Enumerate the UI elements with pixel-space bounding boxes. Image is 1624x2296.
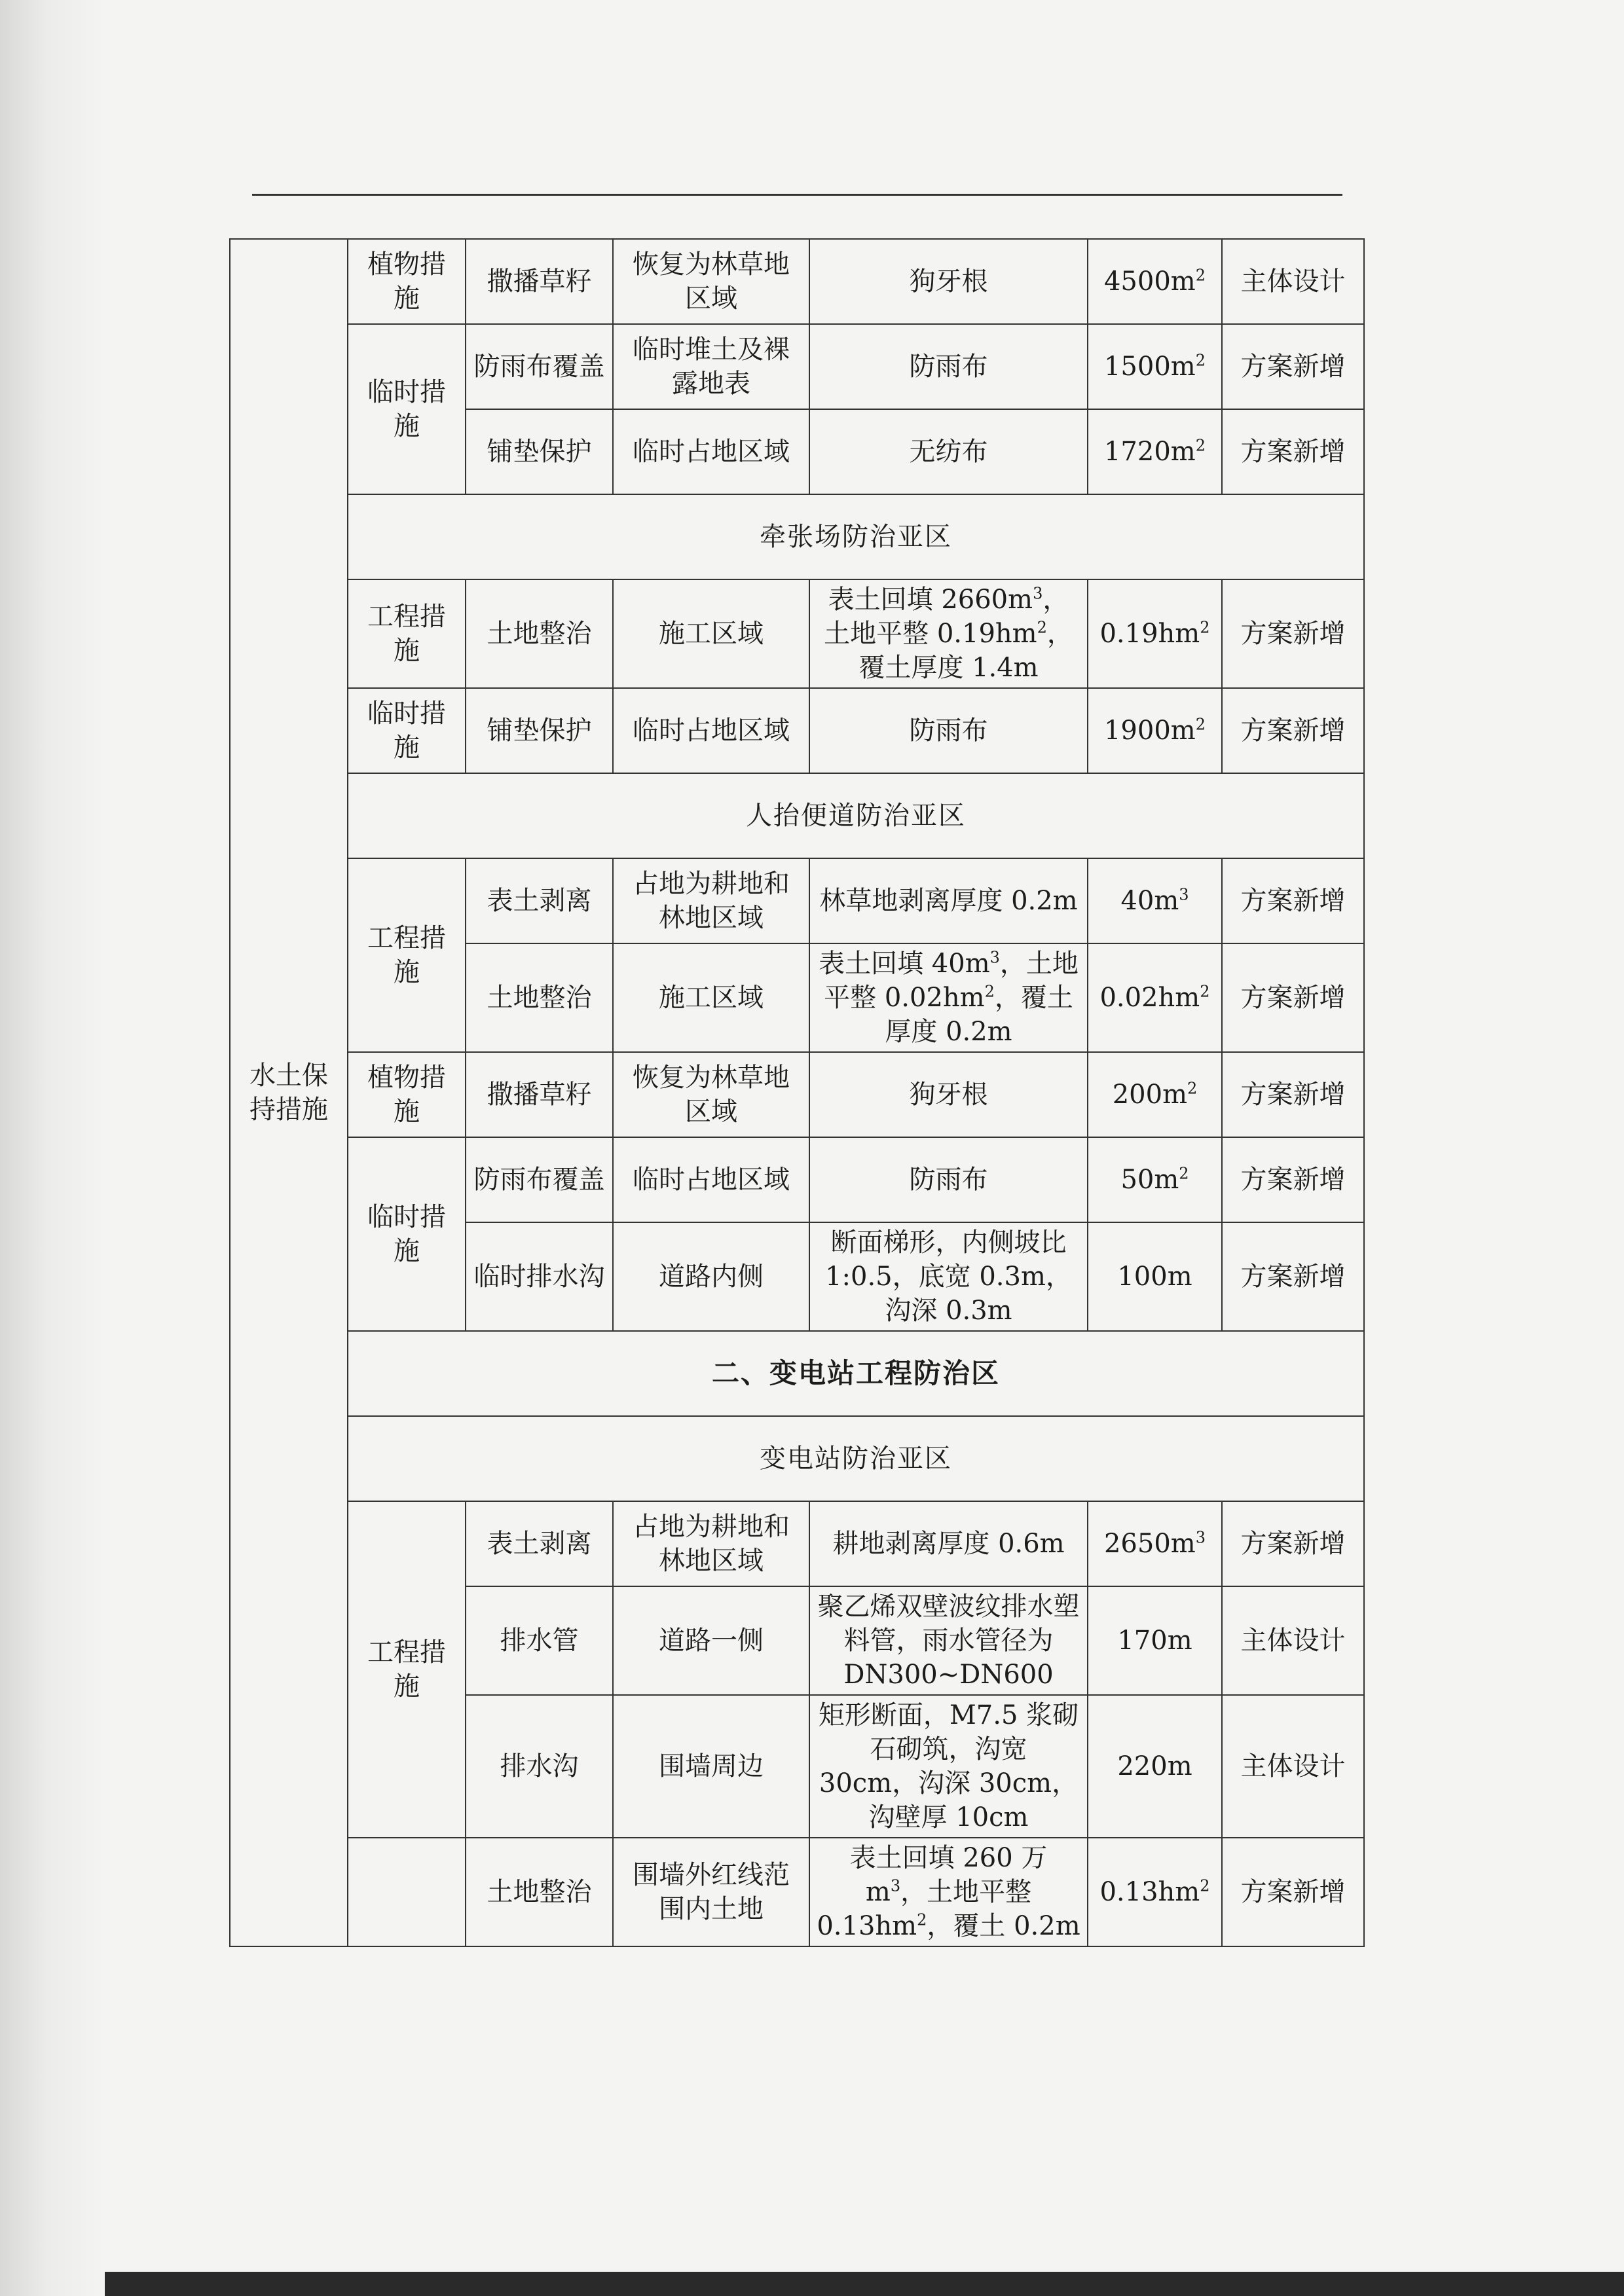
table-row: [230, 688, 1364, 773]
measure-name-cell: 铺垫保护: [466, 688, 613, 773]
source-cell: 方案新增: [1222, 943, 1364, 1052]
header-rule: [252, 194, 1342, 196]
measure-type-cell: 植物措施: [348, 1052, 466, 1137]
location-cell: 恢复为林草地区域: [613, 239, 809, 324]
measure-type-cell: 工程措施: [348, 858, 466, 1052]
table-row: [230, 494, 1364, 579]
quantity-cell: $2650m^3$: [1088, 1501, 1222, 1586]
table-row: [230, 324, 1364, 409]
location-cell: 道路内侧: [613, 1222, 809, 1331]
sub-zone-header: 牵张场防治亚区: [348, 494, 1364, 579]
source-cell: 主体设计: [1222, 1586, 1364, 1695]
source-cell: 方案新增: [1222, 858, 1364, 943]
quantity-cell: 170m: [1088, 1586, 1222, 1695]
measure-name-cell: 表土剥离: [466, 858, 613, 943]
location-cell: 围墙外红线范围内土地: [613, 1838, 809, 1946]
measure-type-cell: 工程措施: [348, 579, 466, 688]
location-cell: 临时堆土及裸露地表: [613, 324, 809, 409]
location-cell: 施工区域: [613, 579, 809, 688]
source-cell: 方案新增: [1222, 1137, 1364, 1222]
table-row: [230, 1416, 1364, 1501]
quantity-cell: $1900m^2$: [1088, 688, 1222, 773]
location-cell: 施工区域: [613, 943, 809, 1052]
spec-cell: 无纺布: [809, 409, 1088, 494]
quantity-cell: $40m^3$: [1088, 858, 1222, 943]
page-binding-shadow: [0, 0, 105, 2296]
quantity-cell: $1500m^2$: [1088, 324, 1222, 409]
measure-name-cell: 排水管: [466, 1586, 613, 1695]
location-cell: 恢复为林草地区域: [613, 1052, 809, 1137]
measure-type-cell: 临时措施: [348, 688, 466, 773]
spec-cell: 耕地剥离厚度 0.6m: [809, 1501, 1088, 1586]
measure-type-cell: 工程措施: [348, 1501, 466, 1838]
table-row: [230, 1501, 1364, 1586]
table-row: [230, 239, 1364, 324]
measure-type-cell-empty: [348, 1838, 466, 1946]
source-cell: 方案新增: [1222, 409, 1364, 494]
spec-cell: 表土回填 $40m^3$，土地平整 $0.02hm^2$，覆土厚度 0.2m: [809, 943, 1088, 1052]
location-cell: 占地为耕地和林地区域: [613, 1501, 809, 1586]
measure-name-cell: 临时排水沟: [466, 1222, 613, 1331]
location-cell: 占地为耕地和林地区域: [613, 858, 809, 943]
spec-cell: 矩形断面，M7.5 浆砌石砌筑，沟宽 30cm，沟深 30cm，沟壁厚 10cm: [809, 1695, 1088, 1838]
spec-cell: 林草地剥离厚度 0.2m: [809, 858, 1088, 943]
measure-name-cell: 防雨布覆盖: [466, 1137, 613, 1222]
source-cell: 方案新增: [1222, 1501, 1364, 1586]
quantity-cell: $0.02hm^2$: [1088, 943, 1222, 1052]
source-cell: 方案新增: [1222, 688, 1364, 773]
quantity-cell: 220m: [1088, 1695, 1222, 1838]
measure-name-cell: 土地整治: [466, 1838, 613, 1946]
spec-cell: 断面梯形，内侧坡比 1:0.5，底宽 0.3m，沟深 0.3m: [809, 1222, 1088, 1331]
quantity-cell: $0.19hm^2$: [1088, 579, 1222, 688]
sub-zone-header: 变电站防治亚区: [348, 1416, 1364, 1501]
table-row: [230, 579, 1364, 688]
sub-zone-header: 人抬便道防治亚区: [348, 773, 1364, 858]
location-cell: 临时占地区域: [613, 409, 809, 494]
measure-type-cell: 植物措施: [348, 239, 466, 324]
source-cell: 方案新增: [1222, 1052, 1364, 1137]
spec-cell: 表土回填 $2660m^3$，土地平整 $0.19hm^2$，覆土厚度 1.4m: [809, 579, 1088, 688]
spec-cell: 聚乙烯双壁波纹排水塑料管，雨水管径为 DN300~DN600: [809, 1586, 1088, 1695]
category-cell: 水土保持措施: [230, 239, 348, 1946]
table-row: [230, 1137, 1364, 1222]
location-cell: 围墙周边: [613, 1695, 809, 1838]
quantity-cell: $0.13hm^2$: [1088, 1838, 1222, 1946]
quantity-cell: $1720m^2$: [1088, 409, 1222, 494]
measure-name-cell: 防雨布覆盖: [466, 324, 613, 409]
source-cell: 方案新增: [1222, 579, 1364, 688]
spec-cell: 防雨布: [809, 1137, 1088, 1222]
quantity-cell: 100m: [1088, 1222, 1222, 1331]
source-cell: 主体设计: [1222, 239, 1364, 324]
measure-name-cell: 土地整治: [466, 579, 613, 688]
quantity-cell: $50m^2$: [1088, 1137, 1222, 1222]
measure-name-cell: 土地整治: [466, 943, 613, 1052]
spec-cell: 防雨布: [809, 324, 1088, 409]
source-cell: 方案新增: [1222, 1222, 1364, 1331]
measure-type-cell: 临时措施: [348, 1137, 466, 1331]
spec-cell: 狗牙根: [809, 1052, 1088, 1137]
spec-cell: 表土回填 260 万 $m^3$，土地平整 $0.13hm^2$，覆土 0.2m: [809, 1838, 1088, 1946]
measure-name-cell: 撒播草籽: [466, 1052, 613, 1137]
table-row: [230, 773, 1364, 858]
location-cell: 临时占地区域: [613, 688, 809, 773]
soil-conservation-measures-table: [229, 238, 1365, 1947]
quantity-cell: $4500m^2$: [1088, 239, 1222, 324]
spec-cell: 防雨布: [809, 688, 1088, 773]
table-row: [230, 1052, 1364, 1137]
location-cell: 临时占地区域: [613, 1137, 809, 1222]
zone-header: 二、变电站工程防治区: [348, 1331, 1364, 1416]
table-row: [230, 858, 1364, 943]
quantity-cell: $200m^2$: [1088, 1052, 1222, 1137]
measure-name-cell: 表土剥离: [466, 1501, 613, 1586]
measure-type-cell: 临时措施: [348, 324, 466, 494]
source-cell: 方案新增: [1222, 324, 1364, 409]
table-row: [230, 1331, 1364, 1416]
measure-name-cell: 排水沟: [466, 1695, 613, 1838]
source-cell: 方案新增: [1222, 1838, 1364, 1946]
measure-name-cell: 撒播草籽: [466, 239, 613, 324]
measure-name-cell: 铺垫保护: [466, 409, 613, 494]
source-cell: 主体设计: [1222, 1695, 1364, 1838]
table-row: [230, 1838, 1364, 1946]
location-cell: 道路一侧: [613, 1586, 809, 1695]
spec-cell: 狗牙根: [809, 239, 1088, 324]
